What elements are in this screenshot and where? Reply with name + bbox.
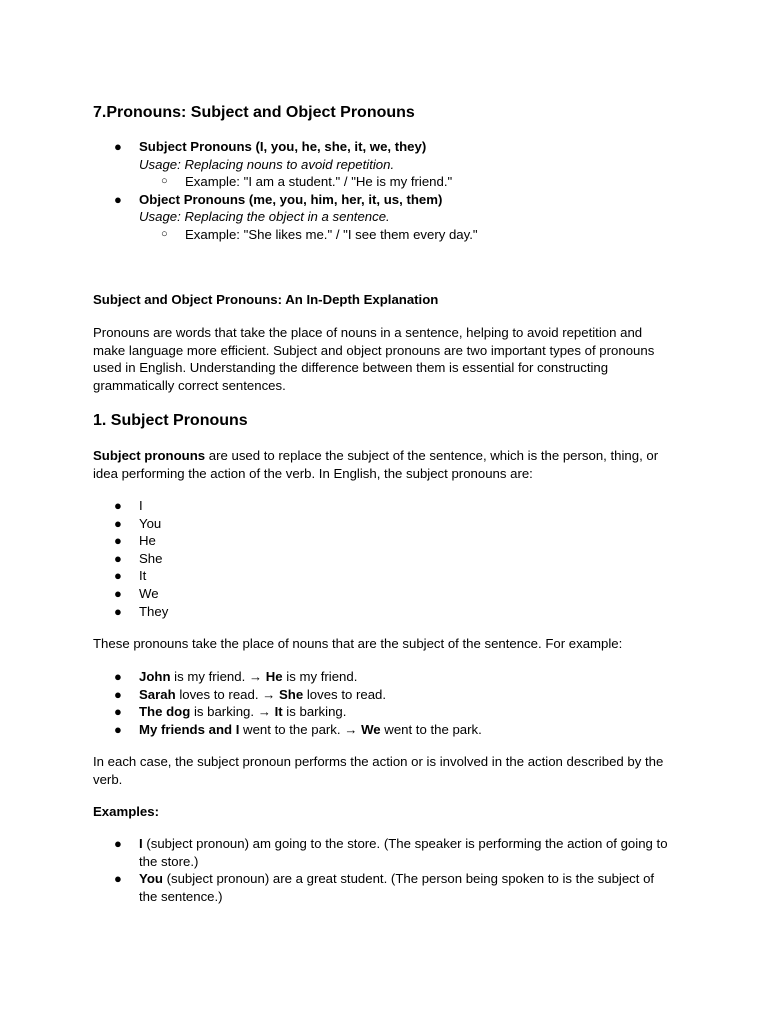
bullet-icon: ● [114,515,122,531]
pronoun-we: We [139,585,159,601]
example-text: is my friend. [282,669,358,684]
list-item [93,515,673,533]
list-item [93,567,673,585]
list-item [93,497,673,515]
bullet-icon: ● [114,704,122,720]
list-item [93,686,673,704]
subject-definition-paragraph [93,447,673,482]
pronoun-they: They [139,603,169,619]
list-item-object-pronouns [93,191,673,226]
example-text: went to the park. [380,721,482,737]
example-text: loves to read. [303,686,387,702]
list-item [93,603,673,621]
bullet-icon: ● [114,550,122,566]
example-pronoun: He [265,669,283,684]
summary-list [93,138,673,244]
list-item-subject-pronouns [93,138,673,173]
example-noun: My friends and I [139,721,240,737]
bullet-icon: ● [114,139,122,154]
subject-pronoun-list [93,497,673,620]
object-pronouns-title: Object Pronouns (me, you, him, her, it, us, them) [139,191,443,207]
list-item [93,550,673,568]
case-paragraph: In each case, the subject pronoun performs the action or is involved in the action described by the verb. [93,754,664,787]
list-item [93,703,673,721]
definition-term: Subject pronouns [93,448,206,463]
list-item [93,585,673,603]
bullet-icon: ● [114,603,122,619]
sub-bullet-icon: ○ [161,227,168,240]
example-text: is my friend. → [170,669,266,684]
subject-pronouns-title: Subject Pronouns (I, you, he, she, it, we, they) [139,139,427,154]
bullet-icon: ● [114,585,122,601]
example-pronoun: It [274,704,283,720]
example-text: is barking. [282,704,347,720]
example-pronoun: She [279,686,304,702]
example-pronoun: We [361,721,381,737]
pronoun-you: You [139,515,162,531]
example-text: went to the park. → [239,721,362,737]
bullet-icon: ● [114,721,122,737]
bullet-icon: ● [114,498,122,513]
example-noun: The dog [139,704,191,720]
bullet-icon: ● [114,191,122,207]
example-subject-word: You [139,871,163,887]
example-text: is barking. → [190,704,275,720]
example-text: loves to read. → [175,686,280,702]
example-noun: John [139,669,171,684]
example-noun: Sarah [139,686,176,702]
example-sentence: (subject pronoun) are a great student. (The person being spoken to is the subject of the sentence.) [139,871,655,904]
list-item [93,870,673,905]
list-item [93,668,673,686]
definition-text: are used to replace the subject of the sentence, which is the person, thing, or idea performing the action of the verb. In English, the subject pronouns are: [93,448,659,481]
pronoun-it: It [139,568,147,584]
list-item [93,532,673,550]
bullet-icon: ● [114,669,122,684]
subject-example: Example: "I am a student." / "He is my friend." [185,174,453,190]
bullet-icon: ● [114,836,122,851]
bullet-icon: ● [114,686,122,702]
replacement-example-list [93,668,673,738]
bullet-icon: ● [114,533,122,549]
subject-pronouns-heading: 1. Subject Pronouns [93,412,248,429]
examples-label: Examples: [93,804,159,819]
object-usage: Usage: Replacing the object in a sentence. [139,209,390,225]
section-heading: 7.Pronouns: Subject and Object Pronouns [93,104,415,121]
list-item [93,721,673,739]
example-sentence: (subject pronoun) am going to the store. (The speaker is performing the action of going to the store.) [139,836,668,869]
bullet-icon: ● [114,568,122,584]
sub-bullet-icon: ○ [161,175,168,188]
intro-paragraph: Pronouns are words that take the place of nouns in a sentence, helping to avoid repetition and make language more efficient. Subject and object pronouns are two important types of pronouns used in English. Understanding the difference between them is essential for constructing grammatically correct sentences. [93,325,655,393]
explanation-title: Subject and Object Pronouns: An In-Depth Explanation [93,292,439,307]
subject-usage: Usage: Replacing nouns to avoid repetition. [139,156,395,172]
bullet-icon: ● [114,871,122,887]
list-item-subject-example [93,173,673,191]
example-subject-word: I [139,836,143,851]
transition-paragraph: These pronouns take the place of nouns that are the subject of the sentence. For example: [93,636,623,651]
list-item [93,835,673,870]
pronoun-i: I [139,498,143,513]
pronoun-she: She [139,550,163,566]
list-item-object-example [93,226,673,244]
examples-list [93,835,673,905]
pronoun-he: He [139,533,156,549]
object-example: Example: "She likes me." / "I see them every day." [185,226,478,242]
